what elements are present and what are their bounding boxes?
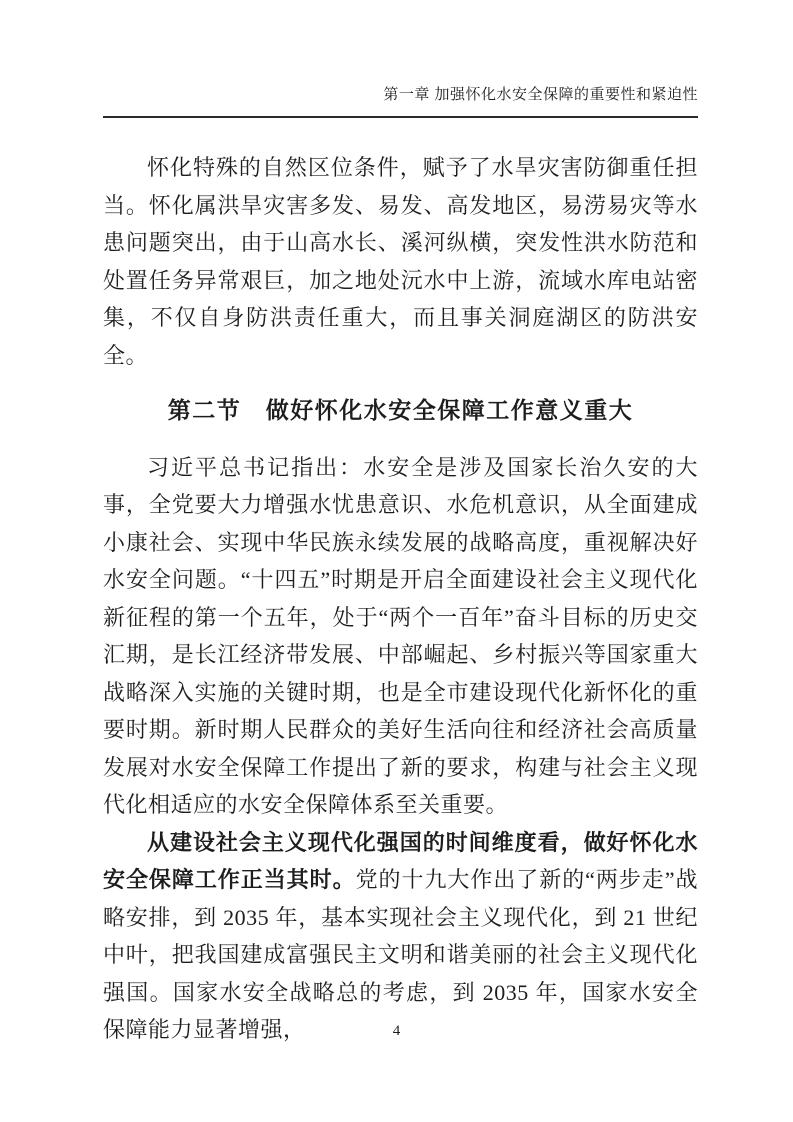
paragraph-2: 习近平总书记指出：水安全是涉及国家长治久安的大事，全党要大力增强水忧患意识、水危机意识，从全面建成小康社会、实现中华民族永续发展的战略高度，重视解决好水安全问题。“十四五”时期是开启全面建设社会主义现代化新征程的第一个五年，处于“两个一百年”奋斗目标的历史交汇期，是长江经济带发展、中部崛起、乡村振兴等国家重大战略深入实施的关键时期，也是全市建设现代化新怀化的重要时期。新时期人民群众的美好生活向往和经济社会高质量发展对水安全保障工作提出了新的要求，构建与社会主义现代化相适应的水安全保障体系至关重要。 bbox=[103, 454, 698, 817]
page-footer bbox=[0, 1021, 793, 1041]
paragraph-3-rest: 党的十九大作出了新的“两步走”战略安排，到 2035 年，基本实现社会主义现代化，到 21 世纪中叶，把我国建成富强民主文明和谐美丽的社会主义现代化强国。国家水安全战略总的考虑，到 2035 年，国家水安全保障能力显著增强， bbox=[103, 867, 698, 1042]
chapter-running-title: 第一章 加强怀化水安全保障的重要性和紧迫性 bbox=[383, 86, 698, 103]
paragraph-3 bbox=[103, 824, 698, 1049]
header-rule bbox=[103, 116, 698, 118]
paragraph-1: 怀化特殊的自然区位条件，赋予了水旱灾害防御重任担当。怀化属洪旱灾害多发、易发、高发地区，易涝易灾等水患问题突出，由于山高水长、溪河纵横，突发性洪水防范和处置任务异常艰巨，加之地处沅水中上游，流域水库电站密集，不仅自身防洪责任重大，而且事关洞庭湖区的防洪安全。 bbox=[103, 155, 698, 368]
page-header bbox=[103, 84, 698, 118]
page-body bbox=[103, 149, 698, 1049]
section-heading: 第二节 做好怀化水安全保障工作意义重大 bbox=[167, 398, 634, 423]
paragraph-3-bold-lead: 从建设社会主义现代化强国的时间维度看，做好怀化水安全保障工作正当其时。 bbox=[103, 829, 698, 892]
page-number: 4 bbox=[392, 1023, 401, 1039]
